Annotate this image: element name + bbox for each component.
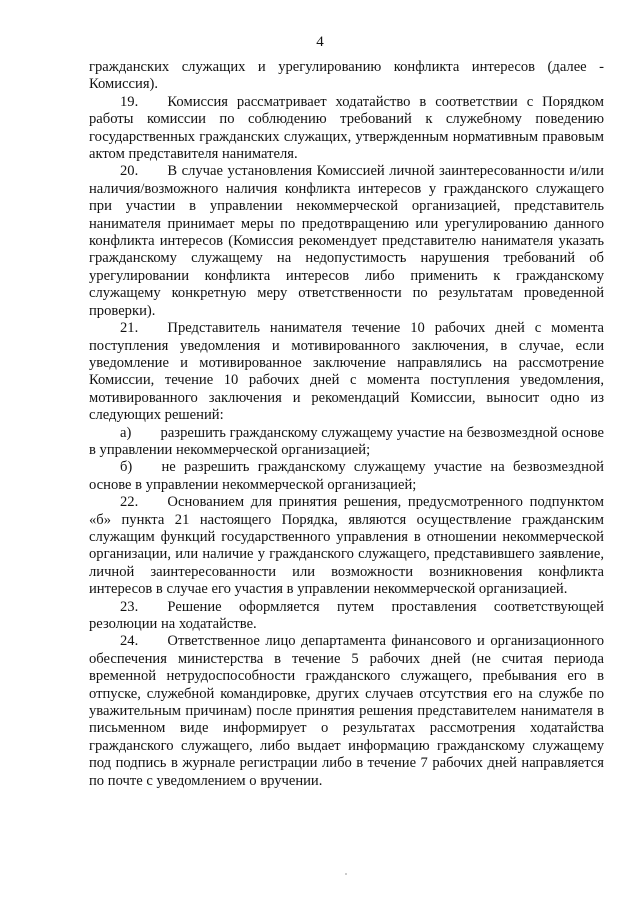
paragraph-23: 23. Решение оформляется путем проставления соответствующей резолюции на ходатайстве. <box>89 598 604 632</box>
subparagraph-b: б) не разрешить гражданскому служащему участие на безвозмездной основе в управлении некоммерческой организацией; <box>89 459 604 493</box>
scan-speck <box>345 873 347 875</box>
paragraph-19: 19. Комиссия рассматривает ходатайство в соответствии с Порядком работы комиссии по соблюдению требований к служебному поведению государственных гражданских служащих, утвержденным нормативным правовым актом представителя нанимателя. <box>89 93 604 163</box>
paragraph-21: 21. Представитель нанимателя течение 10 рабочих дней с момента поступления уведомления и мотивированного заключения, в случае, если уведомление и мотивированное заключение направлялись на рассмотрение Комиссии, течение 10 рабочих дней с момента поступления уведомления, мотивированного заключения и рекомендаций Комиссии, выносит одно из следующих решений: <box>89 320 604 424</box>
subparagraph-a: а) разрешить гражданскому служащему участие на безвозмездной основе в управлении некоммерческой организацией; <box>89 424 604 458</box>
paragraph-22: 22. Основанием для принятия решения, предусмотренного подпунктом «б» пункта 21 настоящего Порядка, являются осуществление гражданским служащим функций государственного управления в отношении некоммерческой организации, или наличие у гражданского служащего, представившего заявление, личной заинтересованности или возможности возникновения конфликта интересов в случае его участия в управлении некоммерческой организацией. <box>89 494 604 598</box>
paragraph-20: 20. В случае установления Комиссией личной заинтересованности и/или наличия/возможного наличия конфликта интересов у гражданского служащего при участии в управлении некоммерческой организацией, представитель нанимателя принимает меры по предотвращению или урегулированию данного конфликта интересов (Комиссия рекомендует представителю нанимателя указать гражданскому служащему на недопустимость нарушения требований об урегулировании конфликта интересов либо применить к гражданскому служащему конкретную меру ответственности по результатам проведенной проверки). <box>89 163 604 319</box>
page-number: 4 <box>316 34 324 50</box>
document-body <box>89 59 604 790</box>
paragraph-continuation: гражданских служащих и урегулированию конфликта интересов (далее - Комиссия). <box>89 59 604 93</box>
paragraph-24: 24. Ответственное лицо департамента финансового и организационного обеспечения министерства в течение 5 рабочих дней (не считая периода временной нетрудоспособности гражданского служащего, пребывания его в отпуске, служебной командировке, других случаев отсутствия его на службе по уважительным причинам) после принятия решения представителем нанимателя в письменном виде информирует о результатах рассмотрения ходатайства гражданского служащего, либо выдает информацию гражданскому служащему под подпись в журнале регистрации либо в течение 7 рабочих дней направляется по почте с уведомлением о вручении. <box>89 633 604 789</box>
